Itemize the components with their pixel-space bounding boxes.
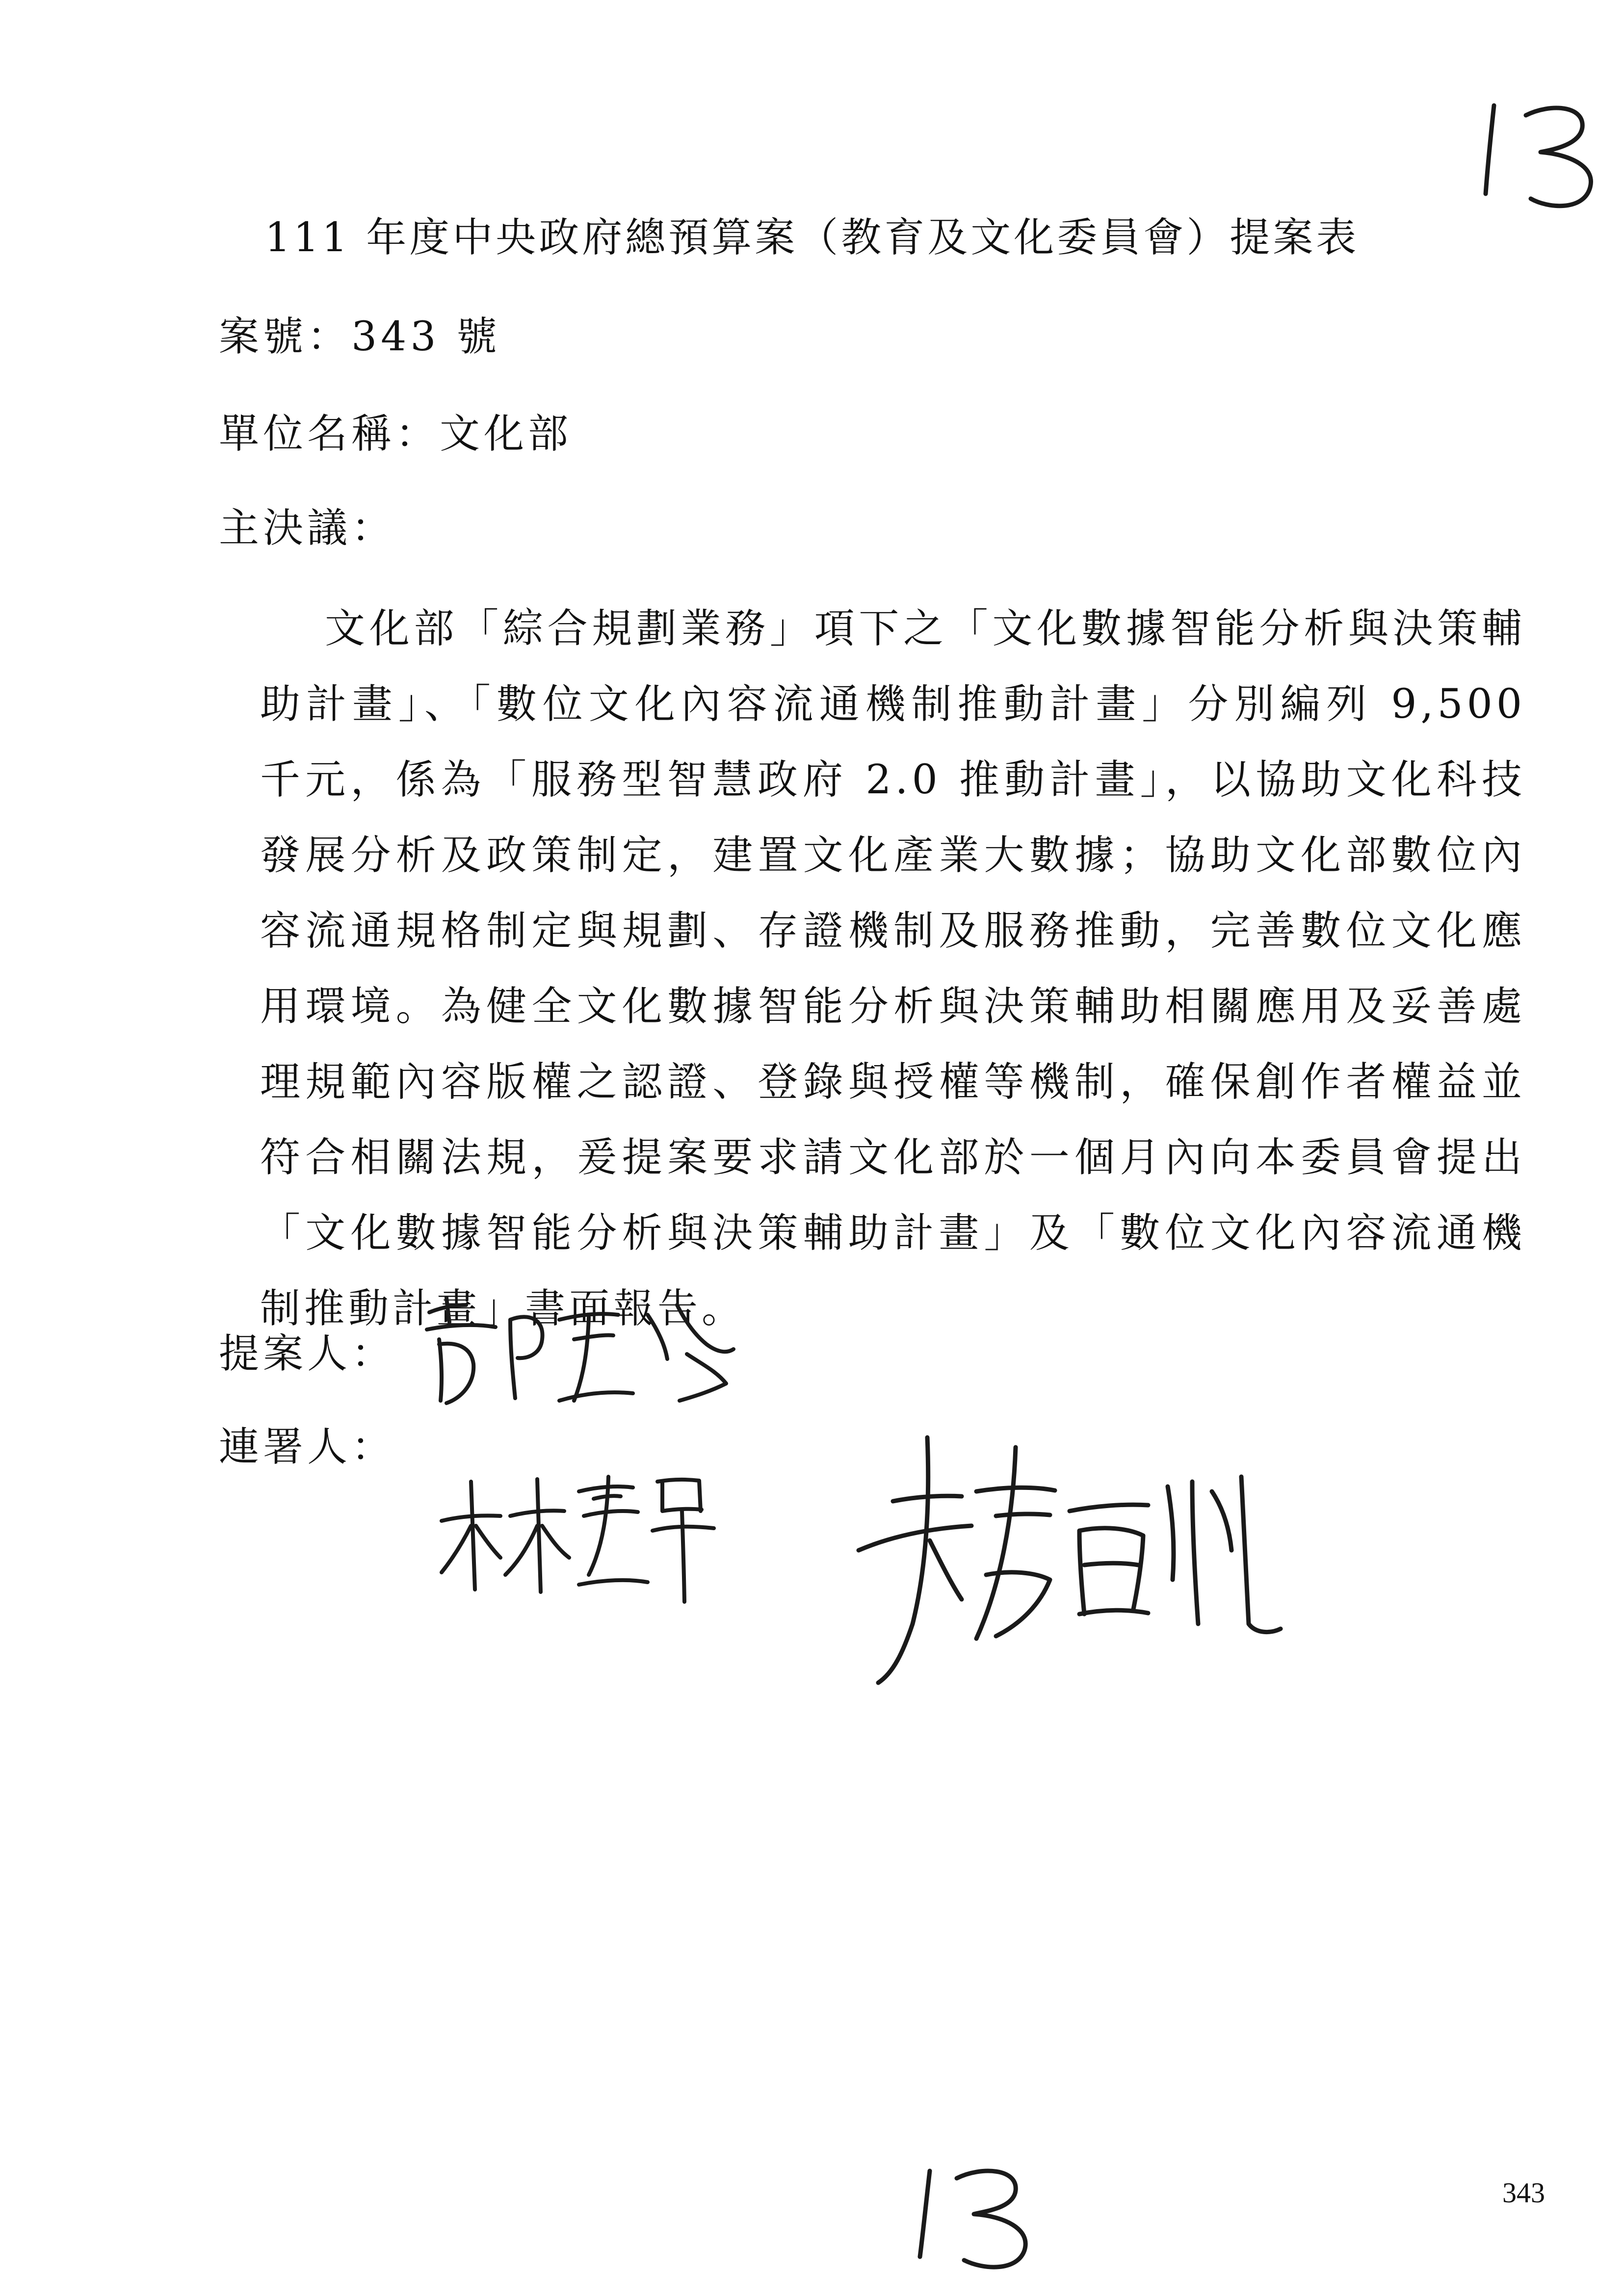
unit-name-line — [219, 407, 572, 461]
proposer-label: 提案人： — [219, 1331, 396, 1377]
main-resolution-label: 主決議： — [219, 505, 396, 551]
case-number-value: 343 號 — [351, 313, 501, 360]
unit-name-value: 文化部 — [440, 411, 573, 457]
page-number: 343 — [1502, 2177, 1545, 2209]
cosigner-signature-2 — [849, 1418, 1290, 1693]
handwritten-page-mark-bottom — [903, 2156, 1050, 2274]
cosigner-signature-1 — [432, 1462, 726, 1609]
document-title: 111 年度中央政府總預算案（教育及文化委員會）提案表 — [264, 214, 1360, 261]
handwritten-sheet-number-top — [1467, 93, 1614, 221]
cosigner-label: 連署人： — [219, 1424, 396, 1470]
resolution-body: 文化部「綜合規劃業務」項下之「文化數據智能分析與決策輔助計畫」、「數位文化內容流通機制推動計畫」分別編列 9,500 千元，係為「服務型智慧政府 2.0 推動計畫」，以協助文化科技發展分析及政策制定，建置文化產業大數據；協助文化部數位內容流通規格制定與規劃、存證機制及服務推動，完善數位文化應用環境。為健全文化數據智能分析與決策輔助相關應用及妥善處理規範內容版權之認證、登錄與授權等機制，確保創作者權益並符合相關法規，爰提案要求請文化部於一個月內向本委員會提出「文化數據智能分析與決策輔助計畫」及「數位文化內容流通機制推動計畫」書面報告。 — [260, 605, 1526, 1332]
unit-name-label: 單位名稱： — [219, 411, 440, 457]
case-number-line — [219, 310, 501, 364]
case-number-label: 案號： — [219, 313, 352, 360]
proposer-signature — [412, 1285, 746, 1413]
